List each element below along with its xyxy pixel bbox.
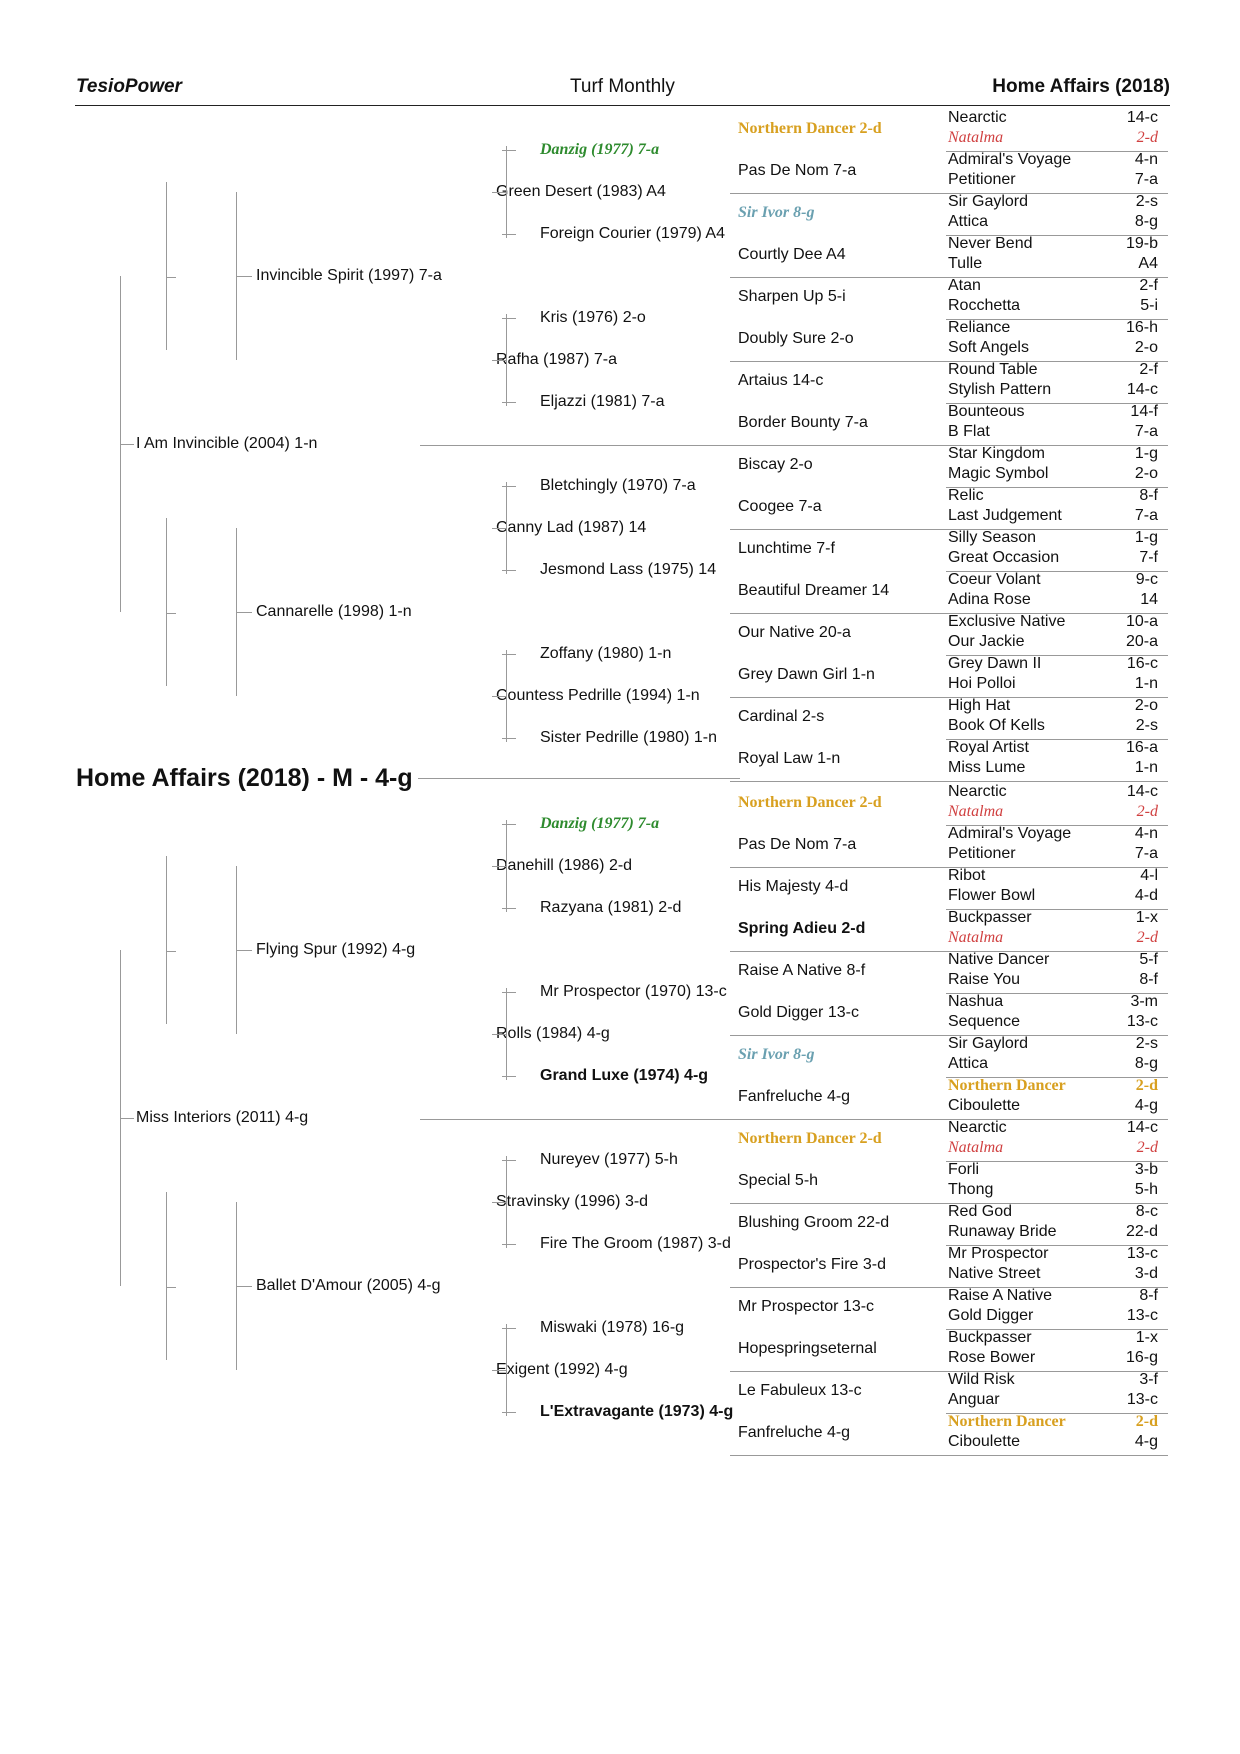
family-code: 14-c [1126,783,1158,800]
connector-line [502,570,516,571]
pedigree-gen6: Adina Rose [948,591,1031,608]
connector-line [492,360,506,361]
pedigree-gen2: Ballet D'Amour (2005) 4-g [256,1277,441,1294]
connector-line [502,402,516,403]
pedigree-gen1: I Am Invincible (2004) 1-n [136,435,318,452]
pedigree-gen6: Thong [948,1181,994,1198]
connector-line [492,866,506,867]
family-code: 3-b [1134,1161,1158,1178]
pedigree-gen6: Exclusive Native [948,613,1066,630]
pedigree-gen6: Sequence [948,1013,1021,1030]
pedigree-gen5: Sir Ivor 8-g [738,204,815,221]
connector-line [506,1156,507,1248]
connector-line [120,950,121,1286]
family-code: 2-s [1135,717,1158,734]
connector-line [506,820,507,912]
family-code: 4-g [1134,1433,1158,1450]
pedigree-gen6: Rose Bower [948,1349,1036,1366]
connector-line [236,1202,237,1370]
pedigree-gen5: Blushing Groom 22-d [738,1214,890,1231]
pedigree-gen6: Anguar [948,1391,1000,1408]
pedigree-gen4: Miswaki (1978) 16-g [540,1319,685,1336]
pedigree-gen6: Raise You [948,971,1021,988]
pedigree-gen6: Buckpasser [948,1329,1032,1346]
connector-line [506,482,507,574]
pedigree-gen3: Rolls (1984) 4-g [496,1025,610,1042]
connector-line [502,1412,516,1413]
pedigree-gen6: Bounteous [948,403,1025,420]
family-code: 2-d [1135,1413,1158,1430]
pedigree-gen6: Petitioner [948,171,1016,188]
pedigree-gen5: Northern Dancer 2-d [738,1130,882,1147]
connector-line [492,696,506,697]
pedigree-gen6: Book Of Kells [948,717,1045,734]
pedigree-gen6: Native Street [948,1265,1041,1282]
pedigree-gen6: Relic [948,487,984,504]
pedigree-gen6: Wild Risk [948,1371,1015,1388]
connector-line [236,1286,252,1287]
family-code: 16-c [1126,655,1158,672]
family-code: 14-c [1126,109,1158,126]
pedigree-gen6: High Hat [948,697,1011,714]
connector-line [506,1324,507,1416]
pedigree-gen6: Mr Prospector [948,1245,1049,1262]
connector-line [502,1328,516,1329]
connector-line [502,1076,516,1077]
family-code: 4-g [1134,1097,1158,1114]
pedigree-gen6: Last Judgement [948,507,1062,524]
pedigree-gen3: Danehill (1986) 2-d [496,857,633,874]
pedigree-gen5: Spring Adieu 2-d [738,920,866,937]
connector-line [236,192,237,360]
pedigree-gen6: Round Table [948,361,1038,378]
pedigree-gen4: Danzig (1977) 7-a [540,141,660,158]
family-code: 8-c [1135,1203,1158,1220]
pedigree-gen1: Miss Interiors (2011) 4-g [136,1109,309,1126]
publication-name: Turf Monthly [570,76,675,97]
pedigree-gen6: Ciboulette [948,1097,1021,1114]
pedigree-gen5: Sharpen Up 5-i [738,288,846,305]
family-code: 8-f [1139,487,1158,504]
family-code: 22-d [1125,1223,1158,1240]
connector-line [506,650,507,742]
connector-line [506,988,507,1080]
connector-line [236,612,252,613]
family-code: 14-c [1126,1119,1158,1136]
family-code: 2-s [1135,193,1158,210]
pedigree-gen3: Green Desert (1983) A4 [496,183,666,200]
connector-line [236,950,252,951]
family-code: 10-a [1125,613,1158,630]
pedigree-gen5: Fanfreluche 4-g [738,1088,851,1105]
family-code: 14-f [1130,403,1158,420]
family-code: 13-c [1126,1391,1158,1408]
pedigree-gen6: Admiral's Voyage [948,151,1072,168]
connector-line [120,276,121,612]
connector-line [502,992,516,993]
pedigree-gen6: Northern Dancer [948,1077,1066,1094]
pedigree-gen6: Admiral's Voyage [948,825,1072,842]
pedigree-gen4: Bletchingly (1970) 7-a [540,477,696,494]
connector-line [502,738,516,739]
connector-line [492,1034,506,1035]
pedigree-gen4: Grand Luxe (1974) 4-g [540,1067,709,1084]
pedigree-gen6: Natalma [948,803,1004,820]
family-code: 4-n [1134,825,1158,842]
pedigree-gen6: Raise A Native [948,1287,1053,1304]
pedigree-gen6: Nearctic [948,1119,1007,1136]
pedigree-gen6: Coeur Volant [948,571,1041,588]
pedigree-gen5: Our Native 20-a [738,624,851,641]
pedigree-gen6: Nearctic [948,783,1007,800]
family-code: 2-o [1134,465,1158,482]
family-code: 1-g [1134,529,1158,546]
pedigree-gen6: Ciboulette [948,1433,1021,1450]
pedigree-gen4: Danzig (1977) 7-a [540,815,660,832]
pedigree-gen6: Runaway Bride [948,1223,1057,1240]
family-code: 1-n [1134,675,1158,692]
connector-line [166,182,167,350]
pedigree-gen5: Beautiful Dreamer 14 [738,582,890,599]
pedigree-gen3: Canny Lad (1987) 14 [496,519,647,536]
connector-line [502,824,516,825]
connector-line [166,1287,176,1288]
family-code: 4-d [1134,887,1158,904]
pedigree-gen6: Nashua [948,993,1004,1010]
pedigree-gen6: Reliance [948,319,1011,336]
family-code: 1-x [1135,1329,1158,1346]
family-code: 2-d [1136,129,1158,146]
family-code: 9-c [1135,571,1158,588]
pedigree-gen4: L'Extravagante (1973) 4-g [540,1403,734,1420]
family-code: 2-s [1135,1035,1158,1052]
connector-line [502,150,516,151]
family-code: 14-c [1126,381,1158,398]
family-code: 4-l [1140,867,1158,884]
pedigree-gen6: Silly Season [948,529,1037,546]
family-code: 20-a [1125,633,1158,650]
connector-line [492,1370,506,1371]
connector-line [236,866,237,1034]
connector-line [120,444,134,445]
connector-line [492,192,506,193]
family-code: 8-g [1134,213,1158,230]
pedigree-gen4: Jesmond Lass (1975) 14 [540,561,717,578]
connector-line [502,318,516,319]
pedigree-gen5: Northern Dancer 2-d [738,794,882,811]
connector-line [502,908,516,909]
connector-line [166,856,167,1024]
pedigree-gen4: Fire The Groom (1987) 3-d [540,1235,731,1252]
pedigree-gen6: Never Bend [948,235,1033,252]
family-code: 8-f [1139,1287,1158,1304]
pedigree-gen6: Attica [948,1055,989,1072]
pedigree-gen6: Ribot [948,867,986,884]
horse-title: Home Affairs (2018) - M - 4-g [76,764,413,792]
header-rule [75,105,1170,106]
family-code: 3-m [1130,993,1158,1010]
family-code: 5-f [1139,951,1158,968]
connector-line [492,528,506,529]
pedigree-gen6: Buckpasser [948,909,1032,926]
pedigree-gen5: Mr Prospector 13-c [738,1298,875,1315]
family-code: 2-d [1136,1139,1158,1156]
pedigree-gen2: Invincible Spirit (1997) 7-a [256,267,442,284]
pedigree-gen5: Coogee 7-a [738,498,822,515]
pedigree-gen5: Biscay 2-o [738,456,813,473]
family-code: 2-d [1135,1077,1158,1094]
family-code: 5-i [1140,297,1158,314]
connector-line [506,314,507,406]
pedigree-gen5: Cardinal 2-s [738,708,825,725]
pedigree-gen6: Natalma [948,929,1004,946]
pedigree-gen5: Hopespringseternal [738,1340,877,1357]
pedigree-gen5: Prospector's Fire 3-d [738,1256,886,1273]
connector-line [166,613,176,614]
pedigree-gen5: Gold Digger 13-c [738,1004,859,1021]
pedigree-gen6: Rocchetta [948,297,1021,314]
pedigree-gen5: Artaius 14-c [738,372,824,389]
pedigree-gen6: Our Jackie [948,633,1025,650]
pedigree-gen4: Mr Prospector (1970) 13-c [540,983,727,1000]
pedigree-gen6: Forli [948,1161,980,1178]
pedigree-gen5: Raise A Native 8-f [738,962,866,979]
site-name: TesioPower [76,76,182,97]
pedigree-gen5: Border Bounty 7-a [738,414,868,431]
pedigree-gen6: Northern Dancer [948,1413,1066,1430]
pedigree-gen6: Stylish Pattern [948,381,1052,398]
pedigree-gen5: Special 5-h [738,1172,819,1189]
pedigree-gen6: Natalma [948,129,1004,146]
pedigree-gen3: Countess Pedrille (1994) 1-n [496,687,700,704]
family-code: 8-f [1139,971,1158,988]
pedigree-gen6: Great Occasion [948,549,1060,566]
pedigree-gen6: B Flat [948,423,990,440]
connector-line [492,1202,506,1203]
connector-line [502,486,516,487]
family-code: 14 [1140,591,1158,608]
family-code: 3-d [1134,1265,1158,1282]
family-code: 7-a [1134,423,1158,440]
connector-line [502,1244,516,1245]
family-code: 2-f [1139,277,1158,294]
pedigree-gen2: Cannarelle (1998) 1-n [256,603,412,620]
page-horse-name: Home Affairs (2018) [992,76,1170,97]
connector-line [502,234,516,235]
family-code: 5-h [1134,1181,1158,1198]
pedigree-gen5: Royal Law 1-n [738,750,841,767]
pedigree-gen6: Royal Artist [948,739,1029,756]
connector-line [418,778,740,779]
connector-line [236,528,237,696]
connector-line [166,1192,167,1360]
pedigree-gen6: Native Dancer [948,951,1050,968]
connector-line [506,146,507,238]
family-code: 7-a [1134,845,1158,862]
pedigree-gen3: Exigent (1992) 4-g [496,1361,628,1378]
connector-line [166,277,176,278]
pedigree-gen6: Flower Bowl [948,887,1036,904]
pedigree-gen5: Northern Dancer 2-d [738,120,882,137]
pedigree-gen3: Rafha (1987) 7-a [496,351,617,368]
connector-line [166,518,167,686]
connector-line [502,1160,516,1161]
pedigree-gen6: Attica [948,213,989,230]
pedigree-gen6: Sir Gaylord [948,193,1029,210]
pedigree-gen6: Star Kingdom [948,445,1045,462]
pedigree-gen5: Doubly Sure 2-o [738,330,854,347]
pedigree-gen6: Red God [948,1203,1013,1220]
pedigree-gen5: Lunchtime 7-f [738,540,835,557]
family-code: 3-f [1139,1371,1158,1388]
pedigree-gen4: Eljazzi (1981) 7-a [540,393,665,410]
connector-line [502,654,516,655]
connector-line [420,445,740,446]
pedigree-gen5: Fanfreluche 4-g [738,1424,851,1441]
pedigree-gen6: Atan [948,277,981,294]
family-code: 16-h [1125,319,1158,336]
family-code: 2-o [1134,339,1158,356]
pedigree-gen5: Sir Ivor 8-g [738,1046,815,1063]
pedigree-gen5: Courtly Dee A4 [738,246,846,263]
pedigree-gen5: Le Fabuleux 13-c [738,1382,862,1399]
connector-line [420,1119,740,1120]
pedigree-gen6: Petitioner [948,845,1016,862]
family-code: A4 [1138,255,1158,272]
family-code: 1-x [1135,909,1158,926]
pedigree-gen6: Sir Gaylord [948,1035,1029,1052]
connector-line [166,951,176,952]
pedigree-gen6: Natalma [948,1139,1004,1156]
family-code: 7-f [1139,549,1158,566]
family-code: 2-d [1136,929,1158,946]
family-code: 13-c [1126,1245,1158,1262]
family-code: 2-d [1136,803,1158,820]
family-code: 13-c [1126,1307,1158,1324]
pedigree-gen4: Kris (1976) 2-o [540,309,646,326]
pedigree-gen4: Nureyev (1977) 5-h [540,1151,678,1168]
pedigree-gen6: Grey Dawn II [948,655,1042,672]
connector-line [236,276,252,277]
pedigree-gen6: Soft Angels [948,339,1029,356]
pedigree-gen4: Zoffany (1980) 1-n [540,645,672,662]
pedigree-gen6: Miss Lume [948,759,1026,776]
connector-line [120,1118,134,1119]
family-code: 19-b [1125,235,1158,252]
family-code: 13-c [1126,1013,1158,1030]
pedigree-gen4: Razyana (1981) 2-d [540,899,682,916]
family-code: 7-a [1134,171,1158,188]
family-code: 7-a [1134,507,1158,524]
family-code: 1-g [1134,445,1158,462]
family-code: 2-f [1139,361,1158,378]
pedigree-gen6: Hoi Polloi [948,675,1016,692]
family-code: 4-n [1134,151,1158,168]
pedigree-gen2: Flying Spur (1992) 4-g [256,941,416,958]
pedigree-gen5: Grey Dawn Girl 1-n [738,666,875,683]
family-code: 2-o [1134,697,1158,714]
pedigree-gen5: Pas De Nom 7-a [738,836,857,853]
pedigree-gen5: Pas De Nom 7-a [738,162,857,179]
pedigree-gen6: Nearctic [948,109,1007,126]
pedigree-gen3: Stravinsky (1996) 3-d [496,1193,649,1210]
connector-line [946,1455,1168,1456]
family-code: 1-n [1134,759,1158,776]
pedigree-gen6: Gold Digger [948,1307,1034,1324]
pedigree-gen6: Magic Symbol [948,465,1049,482]
pedigree-gen5: His Majesty 4-d [738,878,849,895]
family-code: 16-g [1125,1349,1158,1366]
pedigree-gen4: Foreign Courier (1979) A4 [540,225,725,242]
pedigree-gen6: Tulle [948,255,983,272]
pedigree-gen4: Sister Pedrille (1980) 1-n [540,729,717,746]
family-code: 8-g [1134,1055,1158,1072]
family-code: 16-a [1125,739,1158,756]
